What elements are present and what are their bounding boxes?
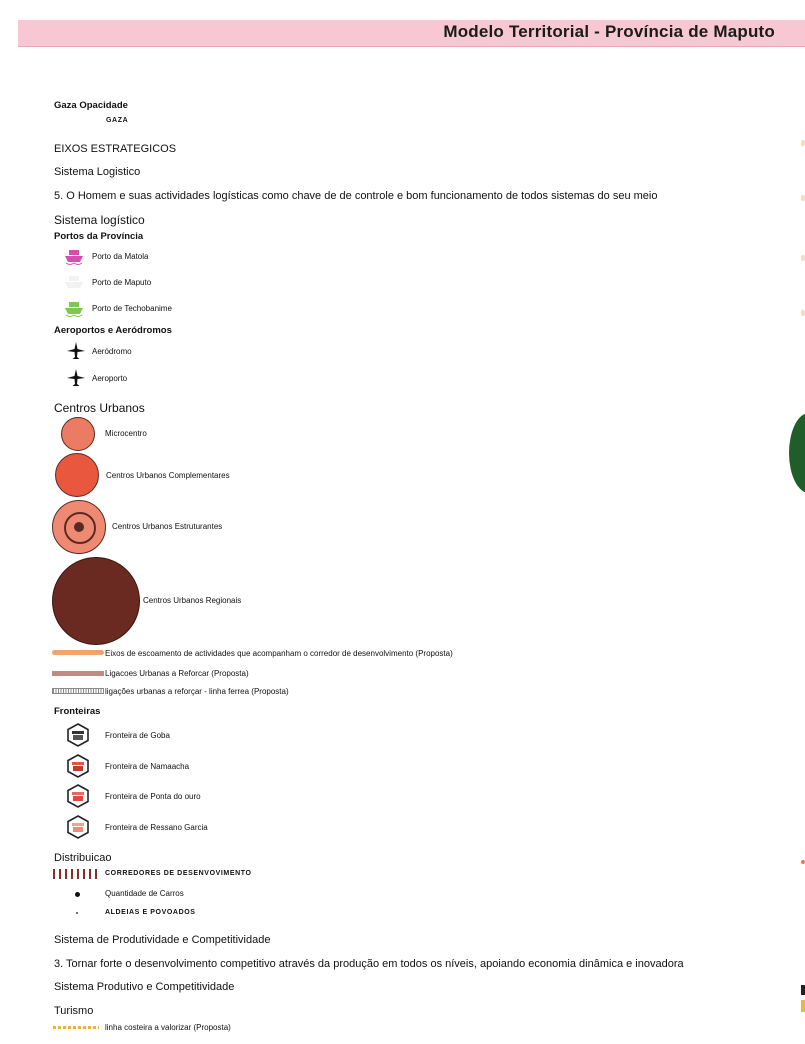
eixos-title: EIXOS ESTRATEGICOS (54, 143, 177, 155)
linha-ferrea-label: ligações urbanas a reforçar - linha ferrea (Proposta) (105, 687, 289, 696)
fronteira-ponta-ouro-label: Fronteira de Ponta do ouro (105, 792, 201, 801)
aldeias-label: ALDEIAS E POVOADOS (105, 909, 196, 916)
airplane-icon (66, 368, 86, 388)
aeroportos-title: Aeroportos e Aeródromos (54, 325, 172, 336)
aerodromo-label: Aeródromo (92, 347, 132, 356)
aldeias-symbol (76, 912, 78, 914)
fronteira-ressano-label: Fronteira de Ressano Garcia (105, 823, 208, 832)
centro-regional-symbol (52, 557, 140, 645)
title-bar (18, 20, 805, 47)
map-fragment (801, 985, 805, 995)
eixos-escoamento-label: Eixos de escoamento de actividades que acompanham o corredor de desenvolvimento (Proposta) (105, 649, 453, 658)
fronteiras-title: Fronteiras (54, 706, 101, 717)
produtividade-objective: 3. Tornar forte o desenvolvimento competitivo através da produção em todos os níveis, apoiando economia dinâmica e inovadora (54, 958, 684, 970)
corredores-symbol (53, 869, 99, 879)
map-fragment (801, 310, 805, 316)
produtividade-title: Sistema de Produtividade e Competitividade (54, 934, 271, 946)
map-fragment (801, 255, 805, 261)
porto-techobanime-label: Porto de Techobanime (92, 304, 172, 313)
linha-costeira-symbol (53, 1026, 99, 1029)
aeroporto-label: Aeroporto (92, 374, 128, 383)
microcentro-symbol (61, 417, 95, 451)
quantidade-carros-label: Quantidade de Carros (105, 889, 184, 898)
ligacoes-urbanas-line (52, 671, 104, 676)
centro-regional-label: Centros Urbanos Regionais (143, 596, 242, 605)
gaza-layer-item: GAZA (106, 117, 129, 124)
eixos-escoamento-line (52, 650, 104, 655)
linha-costeira-label: linha costeira a valorizar (Proposta) (105, 1023, 231, 1032)
centro-estruturante-dot (74, 522, 84, 532)
produtividade-subtitle: Sistema Produtivo e Competitividade (54, 981, 235, 993)
centro-estruturante-label: Centros Urbanos Estruturantes (112, 522, 223, 531)
sistema-logistico-title: Sistema Logistico (54, 166, 141, 178)
portos-title: Portos da Província (54, 231, 144, 242)
border-post-icon (66, 754, 90, 778)
map-fragment-green (789, 413, 805, 493)
ship-icon (64, 300, 84, 318)
border-post-icon (66, 723, 90, 747)
border-post-icon (66, 784, 90, 808)
map-fragment (801, 195, 805, 201)
map-fragment (801, 1000, 805, 1012)
centro-complementar-label: Centros Urbanos Complementares (106, 471, 230, 480)
ligacoes-urbanas-label: Ligacoes Urbanas a Reforcar (Proposta) (105, 669, 249, 678)
linha-ferrea-line (52, 688, 104, 694)
turismo-title: Turismo (54, 1005, 94, 1017)
distribuicao-title: Distribuicao (54, 852, 112, 864)
quantidade-carros-symbol (75, 892, 80, 897)
border-post-icon (66, 815, 90, 839)
map-title: Modelo Territorial - Província de Maputo (443, 22, 775, 41)
sistema-logistico-subtitle: Sistema logístico (54, 213, 145, 227)
map-fragment (801, 140, 805, 146)
sistema-logistico-objective: 5. O Homem e suas actividades logísticas como chave de de controle e bom funcionamento de todos sistemas do seu meio (54, 190, 658, 202)
fronteira-namaacha-label: Fronteira de Namaacha (105, 762, 190, 771)
airplane-icon (66, 341, 86, 361)
ship-icon (64, 248, 84, 266)
gaza-layer-title: Gaza Opacidade (54, 100, 128, 111)
corredores-label: CORREDORES DE DESENVOVIMENTO (105, 870, 252, 877)
ship-icon (64, 274, 84, 292)
porto-maputo-label: Porto de Maputo (92, 278, 152, 287)
centros-title: Centros Urbanos (54, 401, 145, 415)
microcentro-label: Microcentro (105, 429, 147, 438)
fronteira-goba-label: Fronteira de Goba (105, 731, 170, 740)
porto-matola-label: Porto da Matola (92, 252, 149, 261)
centro-estruturante-symbol (52, 500, 106, 554)
centro-complementar-symbol (55, 453, 99, 497)
map-fragment (801, 860, 805, 864)
